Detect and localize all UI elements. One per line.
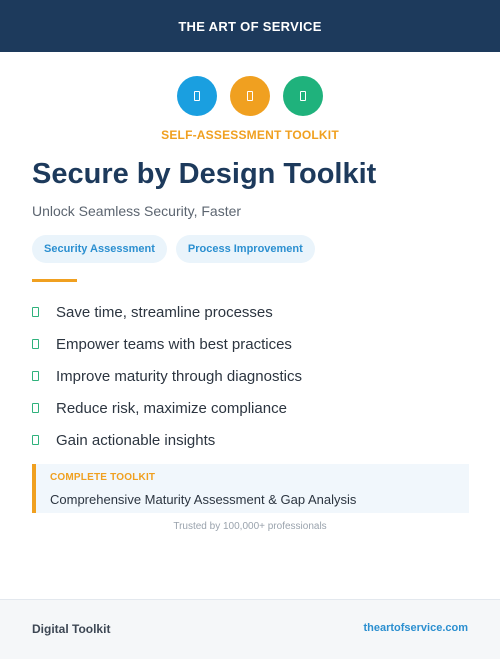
list-item <box>32 360 302 392</box>
square-icon <box>300 91 306 101</box>
eyebrow-label: SELF-ASSESSMENT TOOLKIT <box>161 128 339 142</box>
footer-label: Digital Toolkit <box>32 622 111 636</box>
tag-process-improvement[interactable]: Process Improvement <box>176 235 315 263</box>
list-item-text: Empower teams with best practices <box>56 335 292 353</box>
callout-label: COMPLETE TOOLKIT <box>50 472 156 483</box>
header-bar <box>0 0 500 52</box>
accent-divider <box>32 279 77 282</box>
checkbox-icon <box>32 403 39 413</box>
blue-square-icon <box>177 76 217 116</box>
list-item <box>32 424 302 456</box>
tag-security-assessment[interactable]: Security Assessment <box>32 235 167 263</box>
page-title: Secure by Design Toolkit <box>32 158 377 190</box>
toolkit-callout <box>32 464 469 513</box>
list-item <box>32 392 302 424</box>
checkbox-icon <box>32 435 39 445</box>
list-item <box>32 328 302 360</box>
trust-note: Trusted by 100,000+ professionals <box>173 521 327 532</box>
footer-bar <box>0 599 500 659</box>
list-item-text: Improve maturity through diagnostics <box>56 367 302 385</box>
orange-square-icon <box>230 76 270 116</box>
list-item-text: Gain actionable insights <box>56 431 216 449</box>
tag-list <box>32 235 315 263</box>
checkbox-icon <box>32 339 39 349</box>
square-icon <box>247 91 253 101</box>
checkbox-icon <box>32 371 39 381</box>
icon-row <box>0 76 500 116</box>
green-square-icon <box>283 76 323 116</box>
checkbox-icon <box>32 307 39 317</box>
square-icon <box>194 91 200 101</box>
page-subtitle: Unlock Seamless Security, Faster <box>32 203 242 219</box>
list-item-text: Save time, streamline processes <box>56 303 273 321</box>
list-item <box>32 296 302 328</box>
list-item-text: Reduce risk, maximize compliance <box>56 399 287 417</box>
brand-title: THE ART OF SERVICE <box>178 18 322 34</box>
benefit-list <box>32 296 302 456</box>
callout-text: Comprehensive Maturity Assessment & Gap Analysis <box>50 492 357 507</box>
website-link[interactable]: theartofservice.com <box>363 622 468 634</box>
